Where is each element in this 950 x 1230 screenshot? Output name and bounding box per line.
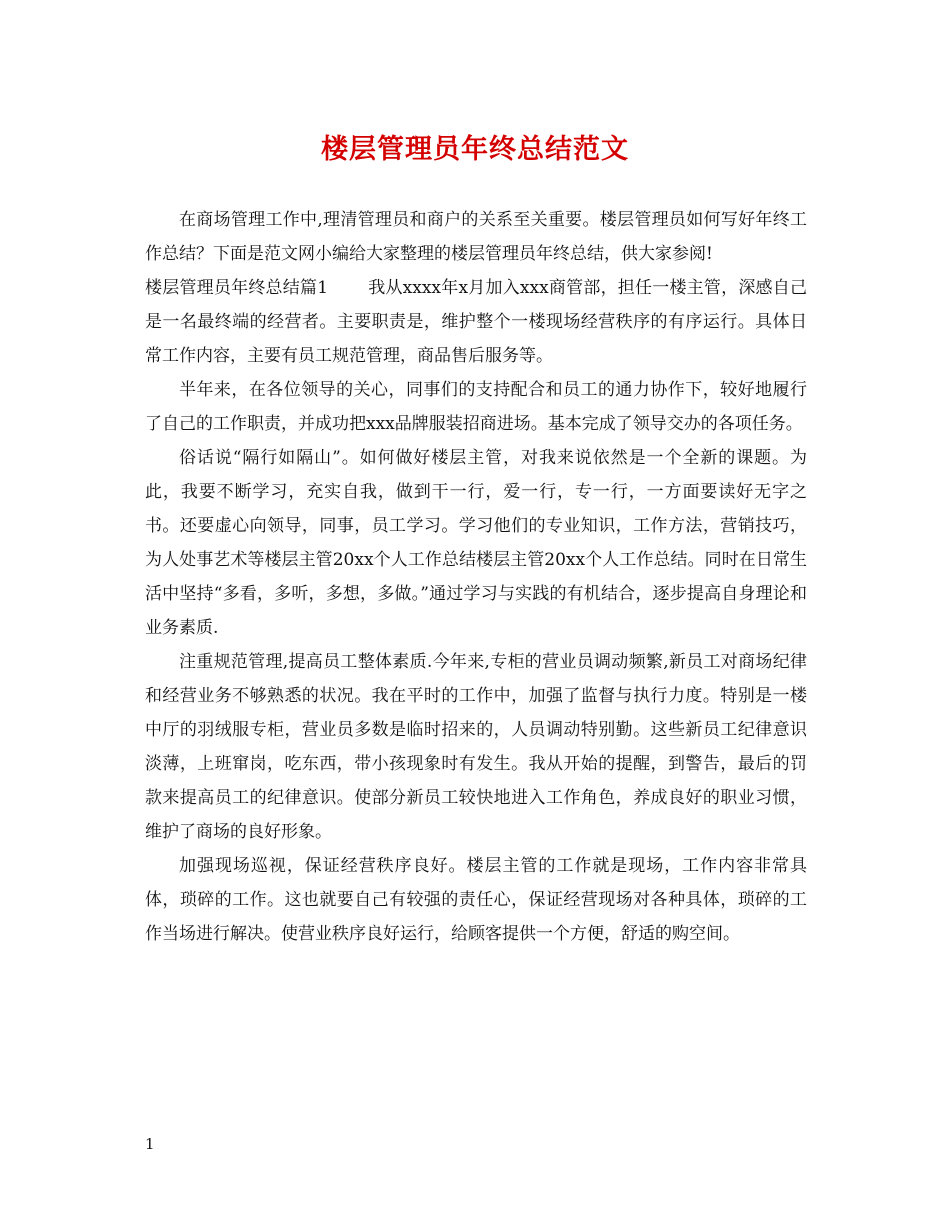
page-number: 1 — [145, 1135, 155, 1153]
document-title: 楼层管理员年终总结范文 — [321, 134, 629, 165]
body-paragraph: 半年来，在各位领导的关心，同事们的支持配合和员工的通力协作下，较好地履行了自己的工作职责，并成功把xxx品牌服装招商进场。基本完成了领导交办的各项任务。 — [145, 380, 807, 434]
body-paragraph: 加强现场巡视，保证经营秩序良好。楼层主管的工作就是现场，工作内容非常具体，琐碎的工作。这也就要自己有较强的责任心，保证经营现场对各种具体，琐碎的工作当场进行解决。使营业秩序良好运行，给顾客提供一个方便，舒适的购空间。 — [145, 856, 807, 944]
body-paragraph: 注重规范管理,提高员工整体素质.今年来,专柜的营业员调动频繁,新员工对商场纪律和经营业务不够熟悉的状况。我在平时的工作中，加强了监督与执行力度。特别是一楼中厅的羽绒服专柜，营业员多数是临时招来的，人员调动特别勤。这些新员工纪律意识淡薄，上班窜岗，吃东西，带小孩现象时有发生。我从开始的提醒，到警告，最后的罚款来提高员工的纪律意识。使部分新员工较快地进入工作角色，养成良好的职业习惯，维护了商场的良好形象。 — [145, 652, 807, 842]
intro-paragraph: 在商场管理工作中,理清管理员和商户的关系至关重要。楼层管理员如何写好年终工作总结？下面是范文网小编给大家整理的楼层管理员年终总结，供大家参阅! — [145, 210, 807, 264]
body-paragraph: 俗话说“隔行如隔山”。如何做好楼层主管，对我来说依然是一个全新的课题。为此，我要不断学习，充实自我，做到干一行，爱一行，专一行，一方面要读好无字之书。还要虚心向领导，同事，员工学习。学习他们的专业知识，工作方法，营销技巧，为人处事艺术等楼层主管20xx个人工作总结楼层主管20xx个人工作总结。同时在日常生活中坚持“多看，多听，多想，多做。”通过学习与实践的有机结合，逐步提高自身理论和业务素质. — [145, 448, 807, 638]
section-paragraph — [145, 271, 807, 373]
section-intro: 我从xxxx年x月加入xxx商管部，担任一楼主管，深感自己是一名最终端的经营者。主要职责是，维护整个一楼现场经营秩序的有序运行。具体日常工作内容，主要有员工规范管理，商品售后服务等。 — [145, 278, 807, 366]
section-heading: 楼层管理员年终总结篇1 — [145, 278, 329, 298]
document-body — [145, 203, 807, 951]
